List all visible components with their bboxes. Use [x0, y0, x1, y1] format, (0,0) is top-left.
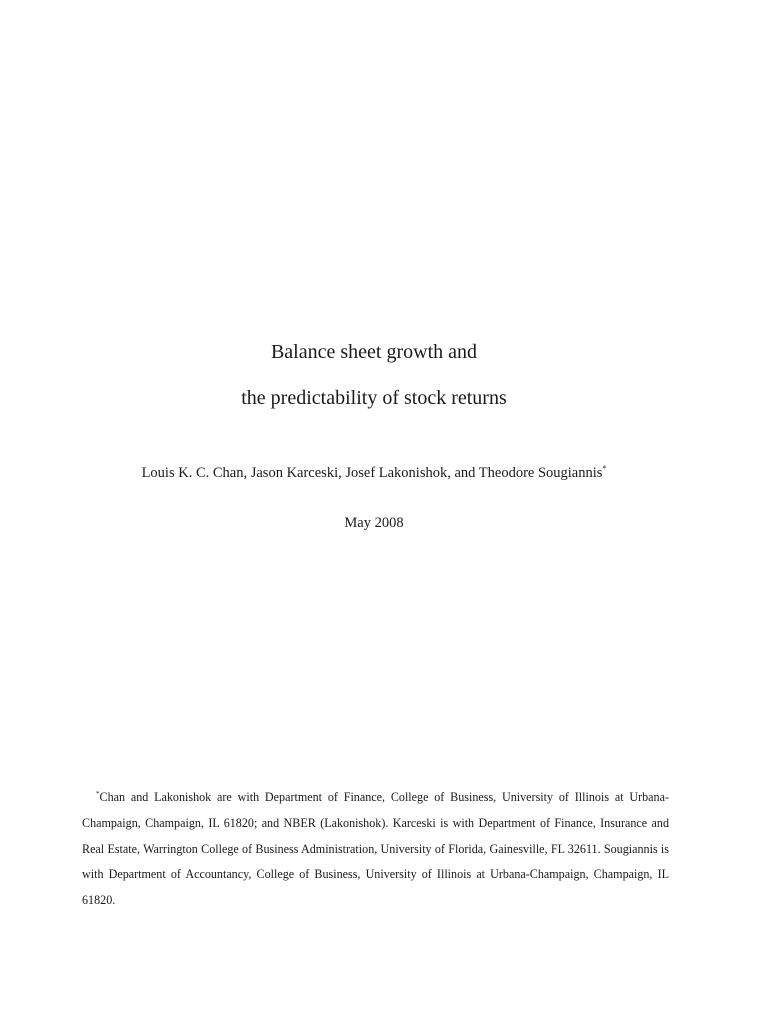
- paper-title-line-2: the predictability of stock returns: [241, 387, 507, 409]
- author-names: Louis K. C. Chan, Jason Karceski, Josef Lakonishok, and Theodore Sougiannis: [141, 465, 603, 481]
- footnote-marker: *: [96, 790, 100, 798]
- author-footnote-marker: *: [602, 464, 607, 473]
- publication-date: May 2008: [344, 515, 404, 531]
- author-affiliation-footnote: [82, 785, 669, 914]
- footnote-text: Chan and Lakonishok are with Department of Finance, College of Business, University of Illinois at Urbana-Champaign, Champaign, IL 61820; and NBER (Lakonishok). Karceski is with Department of Finance, Insurance and Real Estate, Warrington College of Business Administration, University of Florida, Gainesville, FL 32611. Sougiannis is with Department of Accountancy, College of Business, University of Illinois at Urbana-Champaign, Champaign, IL 61820.: [82, 790, 669, 908]
- author-list: [0, 464, 748, 482]
- paper-title-line-1: Balance sheet growth and: [270, 341, 478, 363]
